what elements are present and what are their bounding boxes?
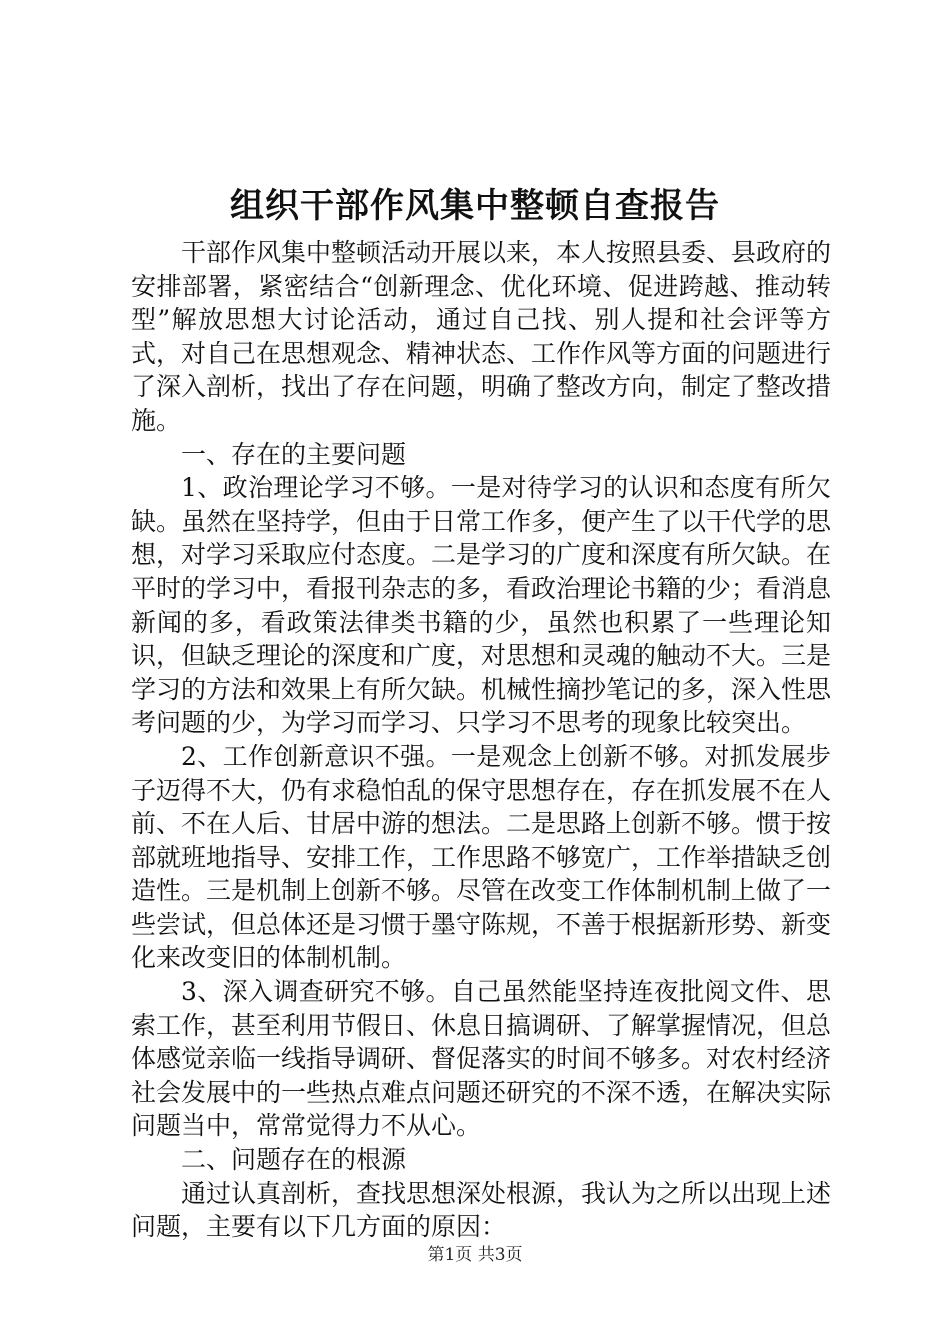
document-title: 组织干部作风集中整顿自查报告 xyxy=(230,186,720,226)
document-body xyxy=(131,236,831,1244)
problem-paragraph-3: 3、深入调查研究不够。自己虽然能坚持连夜批阅文件、思索工作，甚至利用节假日、休息日搞调研、了解掌握情况，但总体感觉亲临一线指导调研、督促落实的时间不够多。对农村经济社会发展中的一些热点难点问题还研究的不深不透，在解决实际问题当中，常常觉得力不从心。 xyxy=(131,977,832,1141)
roots-paragraph: 通过认真剖析，查找思想深处根源，我认为之所以出现上述问题，主要有以下几方面的原因： xyxy=(131,1178,832,1242)
section-heading-problems: 一、存在的主要问题 xyxy=(181,439,407,469)
intro-paragraph: 干部作风集中整顿活动开展以来，本人按照县委、县政府的安排部署，紧密结合“创新理念、优化环境、促进跨越、推动转型”解放思想大讨论活动，通过自己找、别人提和社会评等方式，对自己在思想观念、精神状态、工作作风等方面的问题进行了深入剖析，找出了存在问题，明确了整改方向，制定了整改措施。 xyxy=(131,238,832,435)
problem-paragraph-2: 2、工作创新意识不强。一是观念上创新不够。对抓发展步子迈得不大，仍有求稳怕乱的保守思想存在，存在抓发展不在人前、不在人后、甘居中游的想法。二是思路上创新不够。惯于按部就班地指导、安排工作，工作思路不够宽广，工作举措缺乏创造性。三是机制上创新不够。尽管在改变工作体制机制上做了一些尝试，但总体还是习惯于墨守陈规，不善于根据新形势、新变化来改变旧的体制机制。 xyxy=(131,741,832,973)
problem-paragraph-1: 1、政治理论学习不够。一是对待学习的认识和态度有所欠缺。虽然在坚持学，但由于日常工作多，便产生了以干代学的思想，对学习采取应付态度。二是学习的广度和深度有所欠缺。在平时的学习中，看报刊杂志的多，看政治理论书籍的少；看消息新闻的多，看政策法律类书籍的少，虽然也积累了一些理论知识，但缺乏理论的深度和广度，对思想和灵魂的触动不大。三是学习的方法和效果上有所欠缺。机械性摘抄笔记的多，深入性思考问题的少，为学习而学习、只学习不思考的现象比较突出。 xyxy=(131,473,832,738)
section-heading-roots: 二、问题存在的根源 xyxy=(181,1145,407,1175)
page-footer: 第1页 共3页 xyxy=(427,1245,523,1265)
